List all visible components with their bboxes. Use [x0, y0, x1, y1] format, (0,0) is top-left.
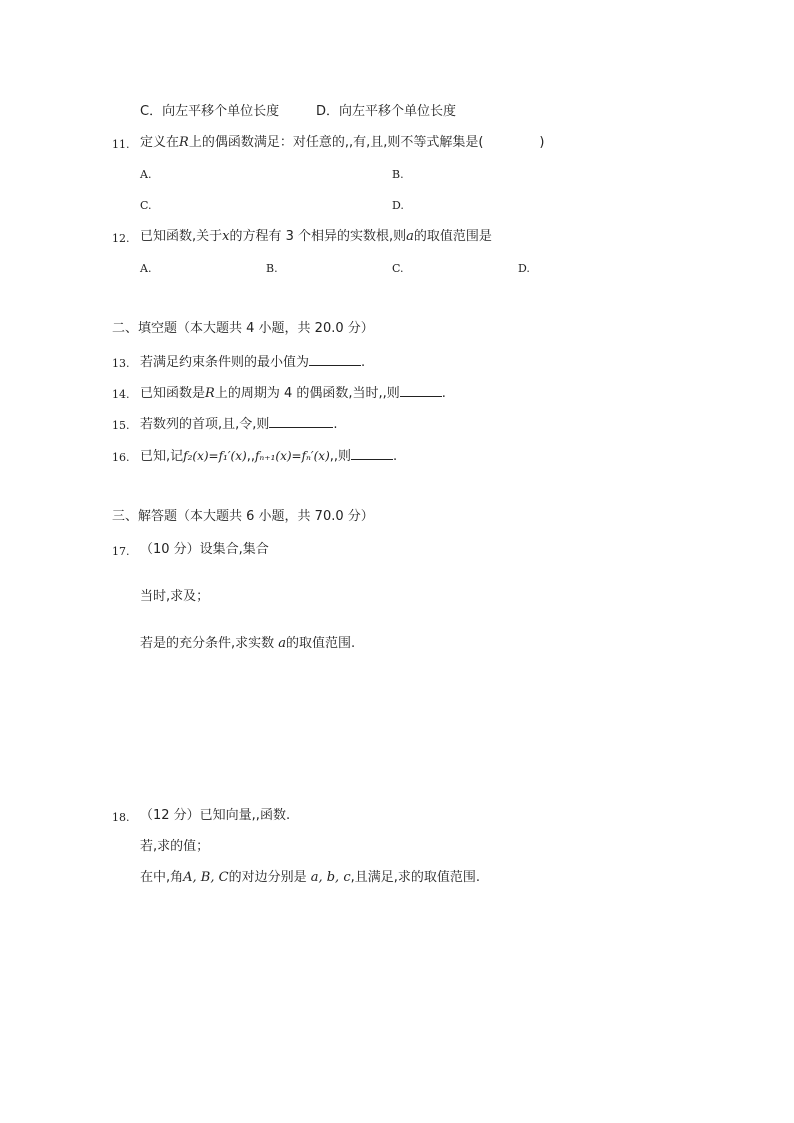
q11-text: 定义在R上的偶函数满足：对任意的,,有,且,则不等式解集是( ): [140, 135, 545, 150]
q15-number: 15.: [112, 419, 130, 432]
q12-option-d: D.: [518, 262, 530, 275]
q18-part-2: 在中,角A, B, C的对边分别是 a, b, c,且满足,求的取值范围.: [140, 870, 481, 885]
q17-part-2: 若是的充分条件,求实数 a的取值范围.: [140, 636, 356, 651]
q16-formula-2: fₙ₊₁(x)=fₙ′(x): [254, 449, 330, 463]
q11-number: 11.: [112, 138, 130, 151]
q16-formula-1: f₂(x)=f₁′(x): [183, 449, 247, 463]
q12-option-a: A.: [140, 262, 152, 275]
q10-option-d: D．向左平移个单位长度: [316, 104, 457, 119]
q15-text: 若数列的首项,且,令,则 .: [140, 417, 338, 432]
q12-text: 已知函数,关于x的方程有 3 个相异的实数根,则a的取值范围是: [140, 229, 492, 244]
q18-text: （12 分）已知向量,,函数.: [140, 808, 291, 823]
q14-answer-blank: [400, 384, 442, 397]
q16-number: 16.: [112, 451, 130, 464]
q11-option-b: B.: [392, 168, 404, 181]
q16-text: 已知,记f₂(x)=f₁′(x),,fₙ₊₁(x)=fₙ′(x),,则 .: [140, 449, 398, 464]
q10-option-c: C．向左平移个单位长度: [140, 104, 280, 119]
section-heading-solutions: 三、解答题（本大题共 6 小题，共 70.0 分）: [112, 509, 374, 524]
q17-text: （10 分）设集合,集合: [140, 542, 269, 557]
q14-number: 14.: [112, 388, 130, 401]
section-heading-fill-in: 二、填空题（本大题共 4 小题，共 20.0 分）: [112, 321, 374, 336]
q13-number: 13.: [112, 357, 130, 370]
q13-answer-blank: [309, 353, 361, 366]
q17-part-1: 当时,求及；: [140, 589, 210, 604]
q15-answer-blank: [269, 415, 333, 428]
q14-text: 已知函数是R上的周期为 4 的偶函数,当时,,则 .: [140, 386, 446, 401]
q12-option-c: C.: [392, 262, 404, 275]
q11-option-d: D.: [392, 199, 404, 212]
q18-part-1: 若,求的值；: [140, 839, 210, 854]
q12-number: 12.: [112, 232, 130, 245]
q12-option-b: B.: [266, 262, 278, 275]
q11-option-c: C.: [140, 199, 152, 212]
q16-answer-blank: [351, 447, 393, 460]
q11-option-a: A.: [140, 168, 152, 181]
q13-text: 若满足约束条件则的最小值为 .: [140, 355, 366, 370]
q18-number: 18.: [112, 811, 130, 824]
q17-number: 17.: [112, 545, 130, 558]
